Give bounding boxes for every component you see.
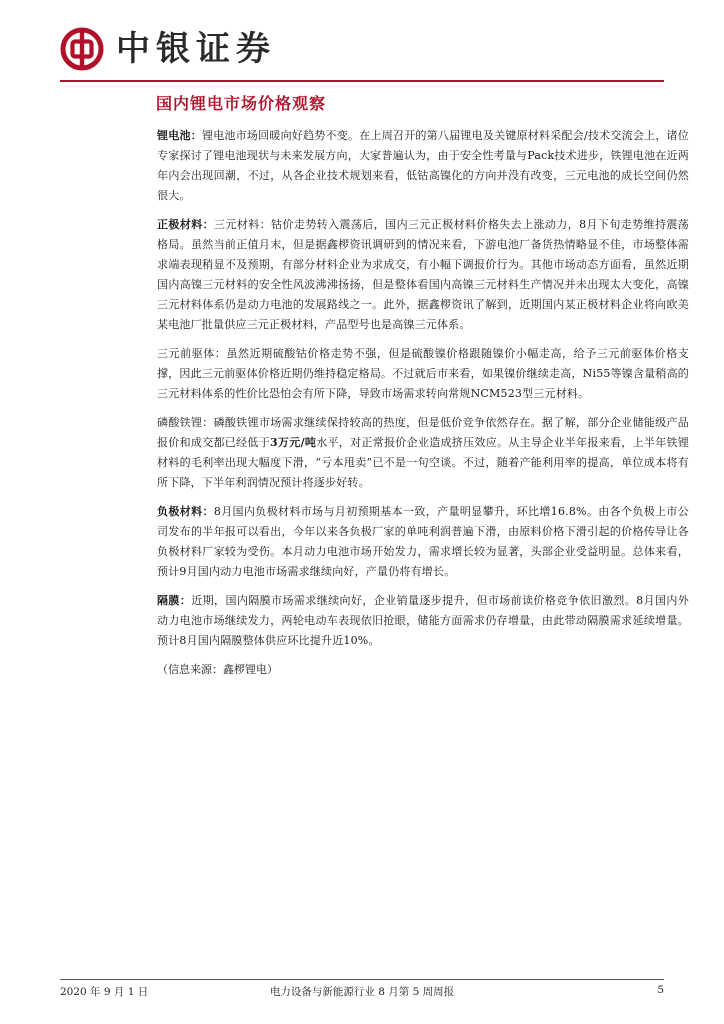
paragraph-text-post: 水平，对正常报价企业造成挤压效应。从主导企业半年报来看，上半年铁锂材料的毛利率出现大幅度下滑，“亏本甩卖”已不是一句空谈。不过，随着产能利用率的提高，单位成本将有所下降，下半年利润情况预计将逐步好转。 (157, 436, 690, 489)
article-body (157, 126, 689, 680)
price-highlight: 3万元/吨 (270, 436, 317, 449)
paragraph-precursor (157, 344, 689, 404)
paragraph-lead: 锂电池： (157, 129, 202, 142)
paragraph-separator (157, 591, 689, 651)
paragraph-text-pre: 磷酸铁锂：磷酸铁锂市场需求继续保持较高的热度，但是低价竞争依然存在。据了解，部分企业储能级产品报价和成交都已经低于 (157, 416, 689, 449)
page-footer (60, 984, 664, 1002)
header-logo (60, 26, 276, 72)
paragraph-battery (157, 126, 689, 206)
footer-rule (60, 979, 664, 980)
paragraph-lfp (157, 413, 689, 493)
paragraph-cathode (157, 215, 689, 335)
paragraph-text: 三元前驱体：虽然近期硫酸钴价格走势不强，但是硫酸镍价格跟随镍价小幅走高，给予三元前驱体价格支撑，因此三元前驱体价格近期仍维持稳定格局。不过就后市来看，如果镍价继续走高，Ni55等镍含量稍高的三元材料体系的性价比恐怕会有所下降，导致市场需求转向常规NCM523型三元材料。 (157, 347, 689, 400)
footer-report-title: 电力设备与新能源行业 8 月第 5 周周报 (269, 986, 455, 998)
paragraph-text: 三元材料：钴价走势转入震荡后，国内三元正极材料价格失去上涨动力，8月下旬走势维持震荡格局。虽然当前正值月末，但是据鑫椤资讯调研到的情况来看，下游电池厂备货热情略显不佳，市场整体需求端表现稍显不及预期，有部分材料企业为求成交，有小幅下调报价行为。其他市场动态方面看，虽然近期国内高镍三元材料的安全性风波沸沸扬扬，但是整体看国内高镍三元材料生产情况并未出现太大变化，高镍三元材料体系仍是动力电池的发展路线之一。此外，据鑫椤资讯了解到，近期国内某正极材料企业将向欧美某电池厂批量供应三元正极材料，产品型号也是高镍三元体系。 (157, 218, 689, 331)
paragraph-lead: 隔膜： (157, 594, 192, 607)
header-rule (60, 80, 664, 82)
page-number: 5 (657, 984, 664, 996)
paragraph-text: 8月国内负极材料市场与月初预期基本一致，产量明显攀升，环比增16.8%。由各个负极上市公司发布的半年报可以看出，今年以来各负极厂家的单吨利润普遍下滑，由原料价格下滑引起的价格传导让各负极材料厂家较为受伤。本月动力电池市场开始发力，需求增长较为显著，头部企业受益明显。总体来看，预计9月国内动力电池市场需求继续向好，产量仍将有增长。 (157, 505, 689, 578)
paragraph-text: 近期，国内隔膜市场需求继续向好，企业销量逐步提升，但市场前读价格竞争依旧激烈。8月国内外动力电池市场继续发力，两轮电动车表现依旧抢眼，储能方面需求仍存增量，由此带动隔膜需求延续增量。预计8月国内隔膜整体供应环比提升近10%。 (157, 594, 689, 647)
paragraph-anode (157, 502, 689, 582)
footer-date: 2020 年 9 月 1 日 (60, 986, 149, 998)
source-note: （信息来源：鑫椤锂电） (157, 663, 278, 676)
paragraph-lead: 负极材料： (157, 505, 214, 518)
brand-name: 中银证券 (116, 29, 276, 69)
paragraph-lead: 正极材料： (157, 218, 215, 231)
section-title: 国内锂电市场价格观察 (156, 94, 327, 113)
paragraph-text: 锂电池市场回暖向好趋势不变。在上周召开的第八届锂电及关键原材料采配会/技术交流会上，诸位专家探讨了锂电池现状与未来发展方向，大家普遍认为，由于安全性考量与Pack技术进步，铁锂电池在近两年内会出现回潮，不过，从各企业技术规划来看，低钴高镍化的方向并没有改变，三元电池的成长空间仍然很大。 (157, 129, 689, 202)
bank-of-china-logo-icon (60, 27, 104, 71)
